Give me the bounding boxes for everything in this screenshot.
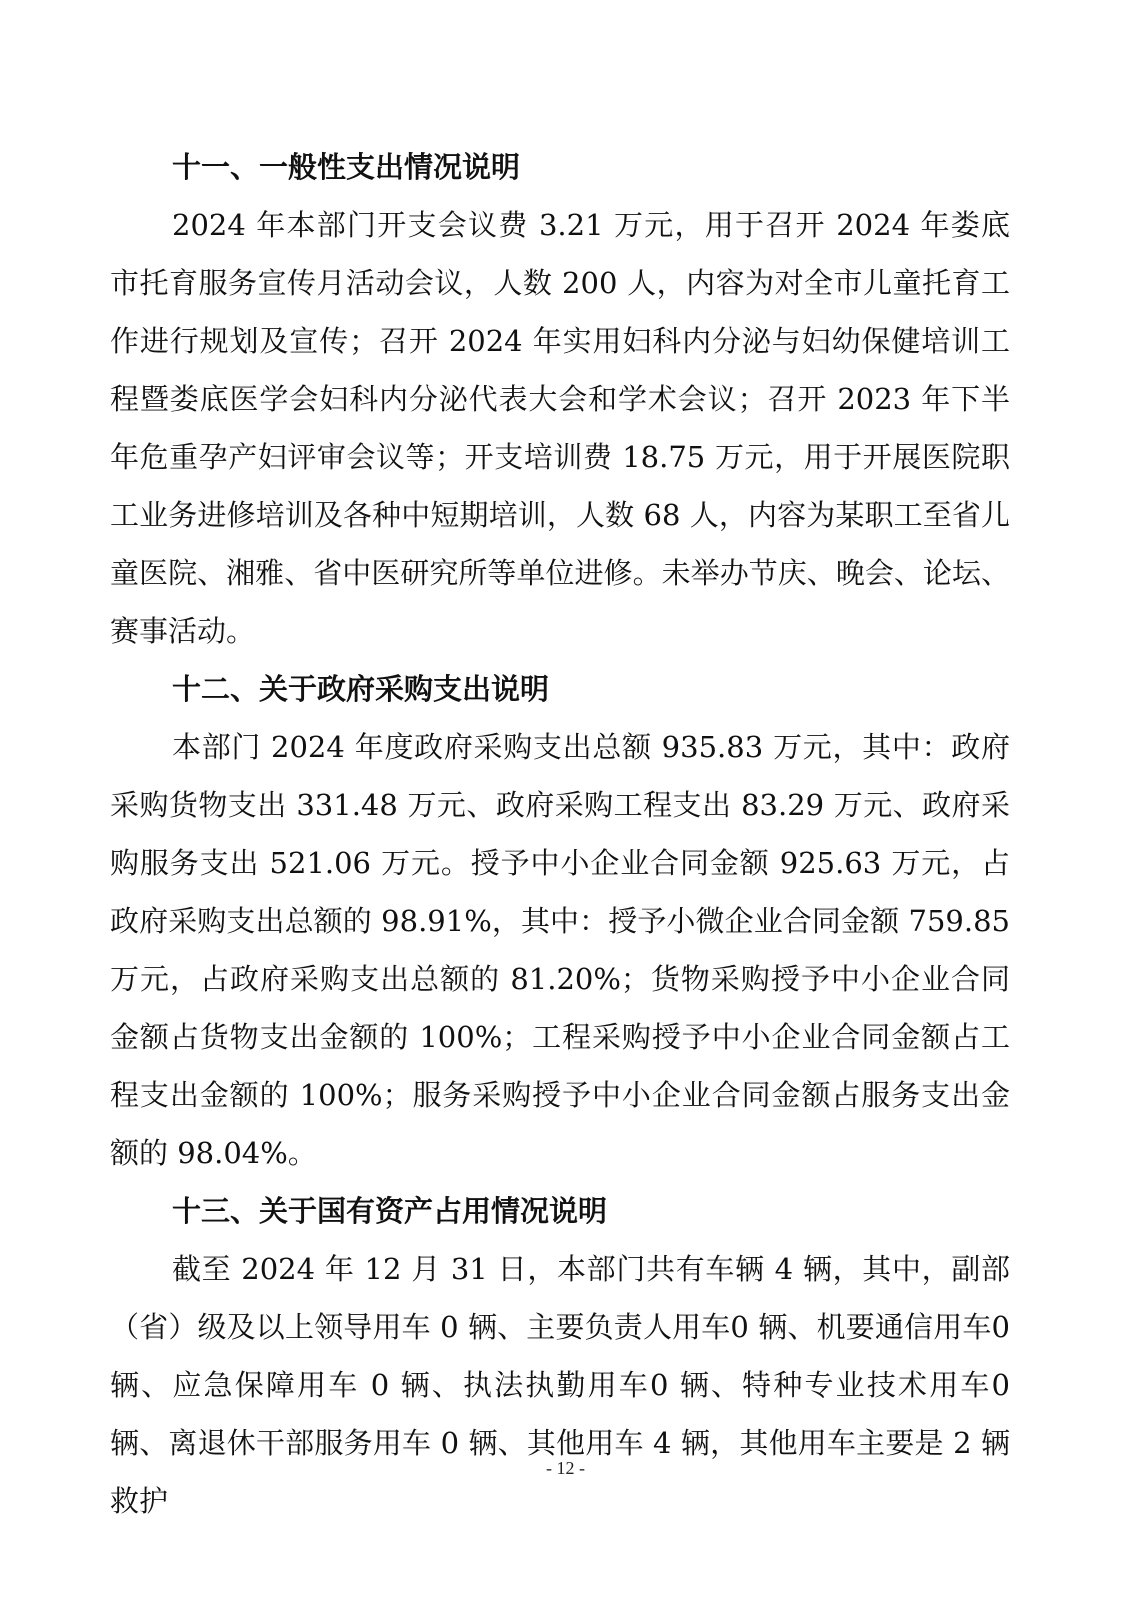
document-body bbox=[110, 138, 1010, 1530]
section-heading-11: 十一、一般性支出情况说明 bbox=[172, 150, 521, 184]
section-paragraph-13: 截至 2024 年 12 月 31 日，本部门共有车辆 4 辆，其中，副部（省）级及以上领导用车 0 辆、主要负责人用车0 辆、机要通信用车0 辆、应急保障用车 0 辆、执法执勤用车0 辆、特种专业技术用车0 辆、离退休干部服务用车 0 辆、其他用车 4 辆，其他用车主要是 2 辆救护 bbox=[110, 1252, 1010, 1518]
section-heading-13: 十三、关于国有资产占用情况说明 bbox=[172, 1194, 608, 1228]
section-paragraph-12: 本部门 2024 年度政府采购支出总额 935.83 万元，其中：政府采购货物支出 331.48 万元、政府采购工程支出 83.29 万元、政府采购服务支出 521.06 万元。授予中小企业合同金额 925.63 万元，占政府采购支出总额的 98.91%，其中：授予小微企业合同金额 759.85 万元，占政府采购支出总额的 81.20%；货物采购授予中小企业合同金额占货物支出金额的 100%；工程采购授予中小企业合同金额占工程支出金额的 100%；服务采购授予中小企业合同金额占服务支出金额的 98.04%。 bbox=[110, 730, 1010, 1170]
section-heading-12: 十二、关于政府采购支出说明 bbox=[172, 672, 550, 706]
page-number: - 12 - bbox=[546, 1458, 585, 1478]
section-paragraph-11: 2024 年本部门开支会议费 3.21 万元，用于召开 2024 年娄底市托育服务宣传月活动会议，人数 200 人，内容为对全市儿童托育工作进行规划及宣传；召开 2024 年实用妇科内分泌与妇幼保健培训工程暨娄底医学会妇科内分泌代表大会和学术会议；召开 2023 年下半年危重孕产妇评审会议等；开支培训费 18.75 万元，用于开展医院职工业务进修培训及各种中短期培训，人数 68 人，内容为某职工至省儿童医院、湘雅、省中医研究所等单位进修。未举办节庆、晚会、论坛、赛事活动。 bbox=[110, 208, 1010, 648]
